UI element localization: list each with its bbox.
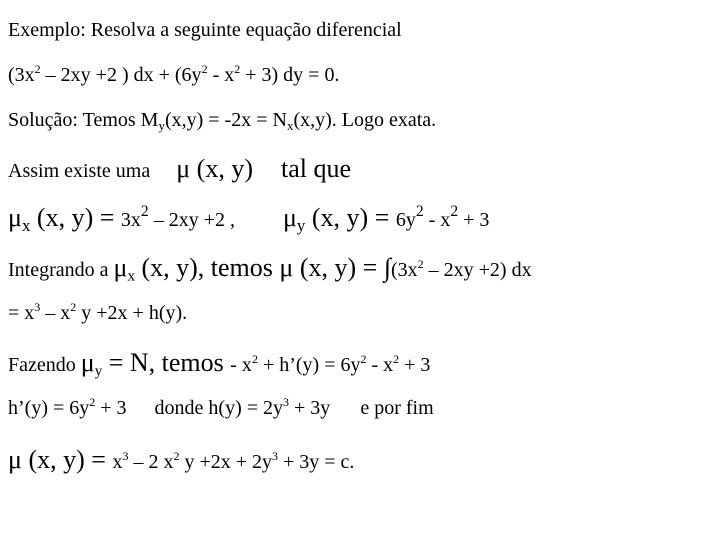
exponent: 2 xyxy=(89,395,96,410)
exponent: 2 xyxy=(34,62,41,77)
partial-part: + 3 xyxy=(458,209,490,231)
final-line xyxy=(8,447,354,473)
subscript: y xyxy=(94,363,103,380)
existence-suffix: tal que xyxy=(281,154,352,183)
final-part: (x, y) = xyxy=(21,445,113,474)
final-part: + 3y = c. xyxy=(278,451,355,473)
final-part: – 2 x xyxy=(128,451,174,473)
mu-args: (x, y) xyxy=(190,154,253,183)
solution-part: Solução: Temos M xyxy=(8,109,159,131)
solution-part: (x,y). Logo exata. xyxy=(293,109,437,131)
partials-line xyxy=(8,202,490,236)
result-line xyxy=(8,300,188,324)
equation-part: + 3) dy = 0. xyxy=(240,64,340,86)
subscript: x xyxy=(286,117,294,133)
integration-text: Integrando a xyxy=(8,259,114,281)
equation-part: - x xyxy=(207,64,235,86)
fazendo-part: - x xyxy=(366,354,394,376)
exponent: 2 xyxy=(415,202,424,220)
fazendo-line xyxy=(8,348,431,380)
intro-line xyxy=(8,20,402,40)
fazendo-text: Fazendo xyxy=(8,354,81,376)
exponent: 2 xyxy=(140,202,149,220)
hprime-part: h’(y) = 6y xyxy=(8,397,90,419)
mu-symbol: μ xyxy=(176,154,191,183)
mu-symbol: μ xyxy=(8,203,22,232)
existence-line xyxy=(8,156,351,182)
integration-text: (x, y) = xyxy=(293,253,384,282)
result-part: – x xyxy=(40,302,71,324)
fazendo-part: + h’(y) = 6y xyxy=(257,354,361,376)
equation-part: (3x xyxy=(8,64,35,86)
hprime-part: donde h(y) = 2y xyxy=(154,397,284,419)
exponent: 2 xyxy=(360,352,367,367)
partial-part: 6y xyxy=(395,209,416,231)
integration-text: – 2xy +2) dx xyxy=(423,259,532,281)
integration-text: (3x xyxy=(390,259,418,281)
exponent: 2 xyxy=(70,300,77,315)
partial-part: 3x xyxy=(120,209,141,231)
mu-symbol: μ xyxy=(113,253,128,282)
hprime-part: e por fim xyxy=(360,397,434,419)
solution-line xyxy=(8,109,437,133)
subscript: y xyxy=(296,216,306,236)
exponent: 2 xyxy=(201,62,208,77)
partial-part: – 2xy +2 , xyxy=(148,209,235,231)
exponent: 2 xyxy=(417,257,424,272)
subscript: x xyxy=(21,216,31,236)
exponent: 2 xyxy=(393,352,400,367)
exponent: 3 xyxy=(283,395,290,410)
result-part: y +2x + h(y). xyxy=(76,302,188,324)
integration-text: (x, y), temos xyxy=(134,253,280,282)
result-part: = x xyxy=(8,302,35,324)
exponent: 2 xyxy=(450,202,459,220)
integration-line xyxy=(8,253,532,285)
fazendo-text: = N, temos xyxy=(102,348,231,377)
fazendo-part: - x xyxy=(230,354,252,376)
equation-line xyxy=(8,62,340,86)
existence-text: Assim existe uma xyxy=(8,160,151,182)
hprime-part: + 3y xyxy=(289,397,331,419)
final-part: y +2x + 2y xyxy=(179,451,272,473)
equation-part: – 2xy +2 ) dx + (6y xyxy=(40,64,202,86)
mu-symbol: μ xyxy=(282,203,297,232)
intro-text: Exemplo: Resolva a seguinte equação diferencial xyxy=(8,19,402,41)
exponent: 3 xyxy=(272,449,278,464)
partial-part: (x, y) = xyxy=(30,203,121,232)
exponent: 2 xyxy=(173,449,180,464)
final-part: x xyxy=(112,451,123,473)
solution-part: (x,y) = -2x = N xyxy=(164,109,287,131)
mu-symbol: μ xyxy=(80,348,95,377)
partial-part: (x, y) = xyxy=(305,203,396,232)
hprime-part: + 3 xyxy=(95,397,127,419)
mu-symbol: μ xyxy=(8,445,22,474)
mu-symbol: μ xyxy=(279,253,294,282)
exponent: 3 xyxy=(34,300,41,315)
exponent: 3 xyxy=(122,449,129,464)
exponent: 2 xyxy=(251,352,258,367)
subscript: y xyxy=(158,117,165,133)
exponent: 2 xyxy=(234,62,241,77)
fazendo-part: + 3 xyxy=(399,354,431,376)
hprime-line xyxy=(8,395,434,419)
partial-part: - x xyxy=(423,209,451,231)
subscript: x xyxy=(127,268,135,285)
integral-symbol: ∫ xyxy=(383,253,391,282)
